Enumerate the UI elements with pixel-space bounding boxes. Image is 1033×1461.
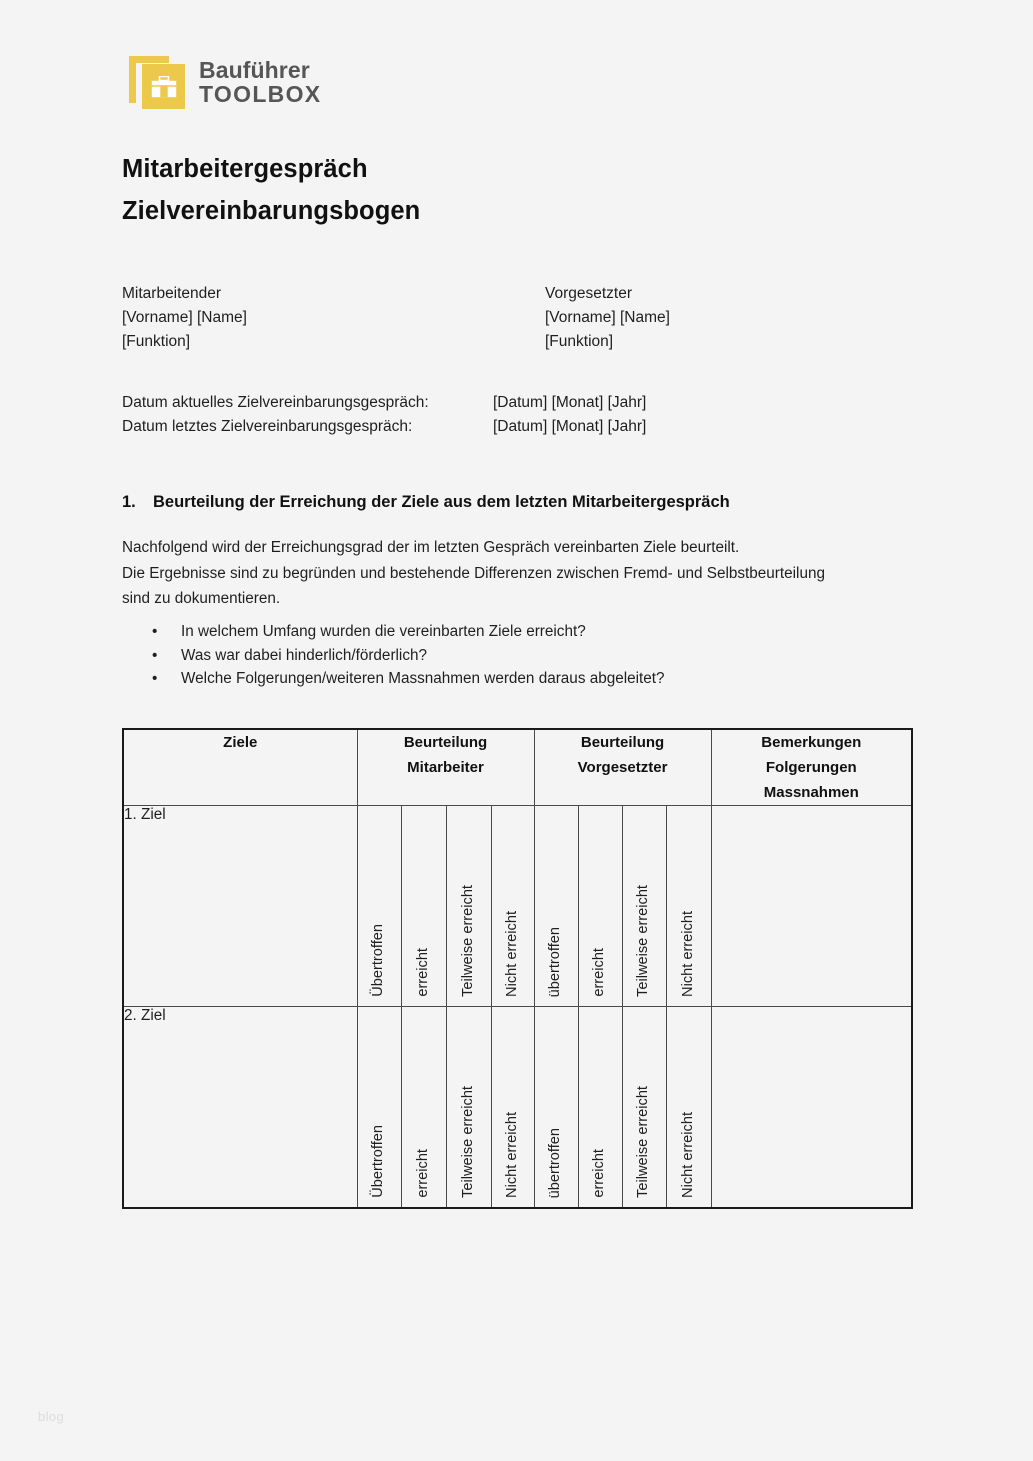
list-item [152,644,912,668]
rating-label: erreicht [414,1149,431,1198]
rating-label: Nicht erreicht [679,911,696,997]
page-title-line-1: Mitarbeitergespräch [122,155,368,183]
list-item-label: In welchem Umfang wurden die vereinbarten Ziele erreicht? [181,623,586,640]
rating-label: Nicht erreicht [679,1112,696,1198]
remarks-cell-1[interactable] [711,806,912,1007]
participants-name-row [122,306,912,330]
bullet-icon: • [152,670,158,687]
goals-assessment-table [122,728,913,1209]
section-1-bullet-list [152,620,912,691]
table-header-remarks-line-3: Massnahmen [763,784,859,801]
rating-cell-employee-1-erreicht[interactable] [401,806,446,1007]
bullet-icon: • [152,623,158,640]
rating-label: Übertroffen [370,1125,386,1198]
section-1-paragraph-line-1: Nachfolgend wird der Erreichungsgrad der im letzten Gespräch vereinbarten Ziele beurteilt. [122,539,740,556]
page-title [122,148,420,233]
table-header-supervisor-rating-line-1: Beurteilung [580,734,665,751]
section-1-number: 1. [122,493,136,511]
rating-label: erreicht [414,948,431,997]
rating-label: Nicht erreicht [503,1112,520,1198]
previous-meeting-date-value: [Datum] [Monat] [Jahr] [493,418,647,435]
table-header-employee-rating-line-2: Mitarbeiter [407,759,484,776]
brand-line-2: TOOLBOX [199,80,322,107]
previous-meeting-date-label: Datum letztes Zielvereinbarungsgespräch: [122,418,413,435]
table-header-remarks-line-2: Folgerungen [765,759,857,776]
watermark-text: blog [38,1409,65,1424]
section-1-heading [122,493,730,512]
page-title-line-2: Zielvereinbarungsbogen [122,197,421,226]
list-item [152,667,912,691]
supervisor-name: [Vorname] [Name] [545,309,670,326]
participants-role-row [122,330,912,354]
section-1-paragraph-line-3: sind zu dokumentieren. [122,590,281,607]
employee-heading: Mitarbeitender [122,285,222,302]
rating-cell-employee-1-nicht-erreicht[interactable] [491,806,534,1007]
table-header-remarks [711,729,912,806]
brand-line-1: Bauführer [199,56,310,83]
rating-label: Teilweise erreicht [635,1086,652,1198]
employee-role: [Funktion] [122,333,191,350]
rating-cell-supervisor-2-uebertroffen[interactable] [534,1007,578,1209]
rating-cell-supervisor-2-teilweise-erreicht[interactable] [622,1007,666,1209]
rating-cell-employee-2-uebertroffen[interactable] [357,1007,401,1209]
current-meeting-date-value: [Datum] [Monat] [Jahr] [493,394,647,411]
toolbox-icon [129,56,185,109]
rating-cell-supervisor-1-teilweise-erreicht[interactable] [622,806,666,1007]
rating-cell-employee-1-uebertroffen[interactable] [357,806,401,1007]
rating-label: Teilweise erreicht [459,885,476,997]
previous-meeting-date-row [122,415,793,439]
section-1-paragraph [122,535,917,612]
bullet-icon: • [152,646,158,664]
list-item-label: Welche Folgerungen/weiteren Massnahmen werden daraus abgeleitet? [181,670,665,687]
rating-cell-supervisor-1-uebertroffen[interactable] [534,806,578,1007]
rating-label: erreicht [591,948,608,997]
list-item [152,620,912,644]
list-item-label: Was war dabei hinderlich/förderlich? [181,646,427,664]
table-header-employee-rating [357,729,534,806]
rating-label: Übertroffen [370,924,386,997]
rating-cell-supervisor-2-erreicht[interactable] [578,1007,622,1209]
dates-block [122,391,793,439]
table-row [123,1007,912,1209]
goal-label-2: 2. Ziel [123,1007,357,1209]
goal-label-1: 1. Ziel [123,806,357,1007]
table-header-supervisor-rating-line-2: Vorgesetzter [577,759,668,776]
rating-label: Teilweise erreicht [635,885,652,997]
rating-cell-supervisor-1-nicht-erreicht[interactable] [666,806,711,1007]
table-header-remarks-line-1: Bemerkungen [761,734,862,751]
rating-cell-supervisor-1-erreicht[interactable] [578,806,622,1007]
current-meeting-date-row [122,391,793,415]
participants-heading-row [122,282,912,306]
section-1-paragraph-line-2: Die Ergebnisse sind zu begründen und bestehende Differenzen zwischen Fremd- und Selbstbeurteilung [122,564,825,582]
current-meeting-date-label: Datum aktuelles Zielvereinbarungsgespräch: [122,394,429,411]
rating-cell-employee-2-erreicht[interactable] [401,1007,446,1209]
brand-wordmark [199,56,322,107]
rating-label: Nicht erreicht [503,911,520,997]
rating-cell-employee-2-teilweise-erreicht[interactable] [446,1007,491,1209]
briefcase-glyph [151,76,177,98]
rating-label: übertroffen [547,1127,564,1198]
table-header-row [123,729,912,806]
rating-cell-supervisor-2-nicht-erreicht[interactable] [666,1007,711,1209]
section-1-title: Beurteilung der Erreichung der Ziele aus dem letzten Mitarbeitergespräch [153,493,730,511]
table-row [123,806,912,1007]
rating-cell-employee-2-nicht-erreicht[interactable] [491,1007,534,1209]
table-header-supervisor-rating [534,729,711,806]
table-header-goals: Ziele [123,729,357,806]
supervisor-heading: Vorgesetzter [545,285,633,302]
rating-label: übertroffen [547,926,564,997]
table-header-employee-rating-line-1: Beurteilung [403,734,488,751]
rating-cell-employee-1-teilweise-erreicht[interactable] [446,806,491,1007]
supervisor-role: [Funktion] [545,333,614,350]
employee-name: [Vorname] [Name] [122,309,247,326]
rating-label: Teilweise erreicht [459,1086,476,1198]
participants-block [122,282,912,354]
remarks-cell-2[interactable] [711,1007,912,1209]
brand-logo [129,56,321,109]
rating-label: erreicht [591,1149,608,1198]
